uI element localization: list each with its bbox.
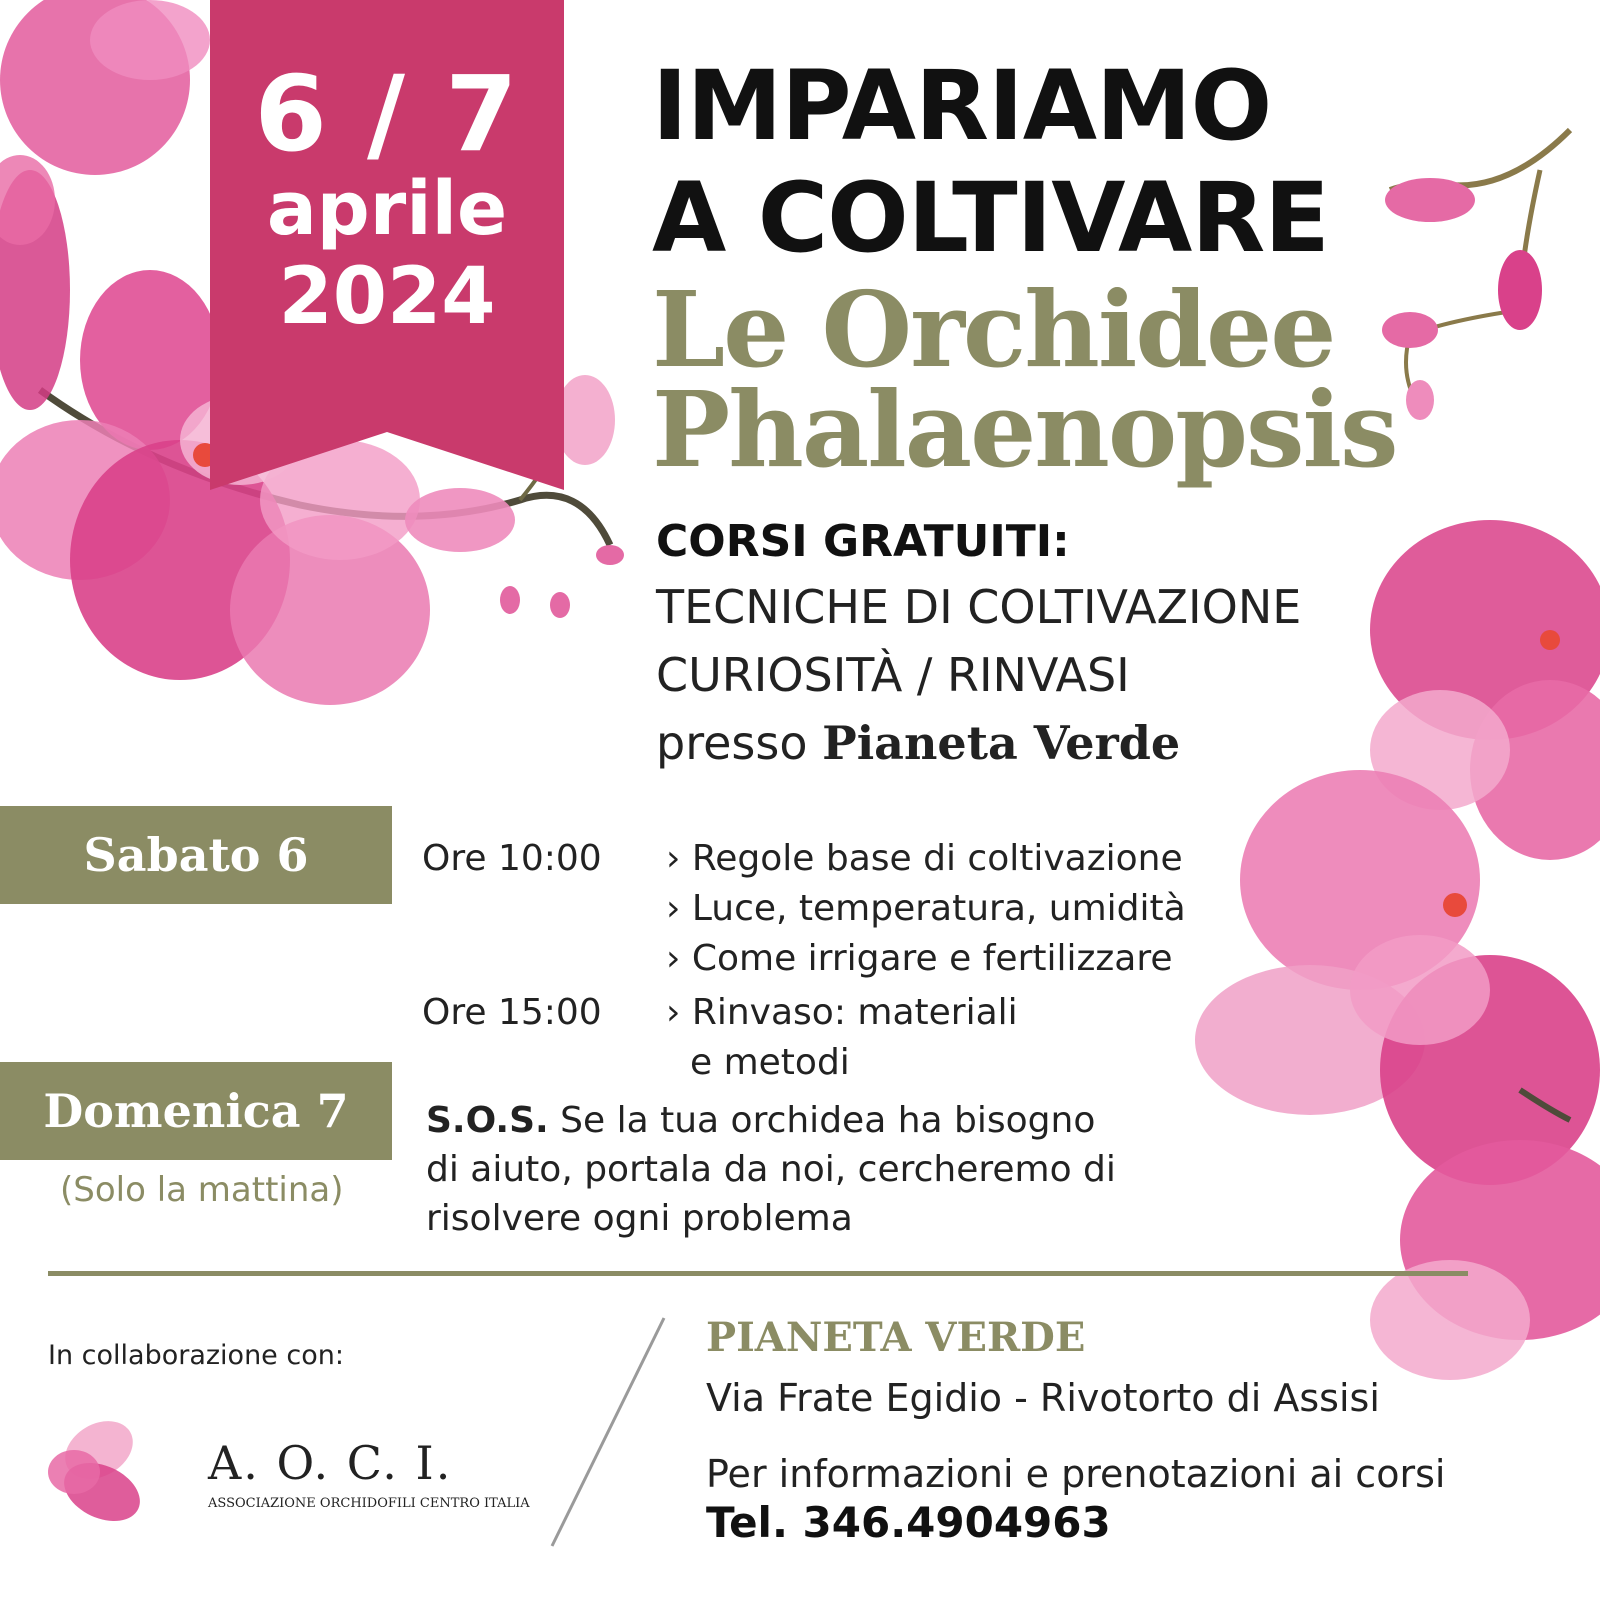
venue-prefix: presso — [656, 716, 808, 770]
session-item: › Rinvaso: materiali — [666, 992, 1018, 1033]
date-year: 2024 — [278, 252, 496, 342]
sos-line-3: risolvere ogni problema — [426, 1198, 853, 1239]
courses-line-2: CURIOSITÀ / RINVASI — [656, 648, 1130, 702]
session-time: Ore 10:00 — [422, 838, 602, 879]
day-bar-sunday: Domenica 7 — [0, 1062, 392, 1160]
session-item: › Regole base di coltivazione — [666, 838, 1183, 879]
aoci-name: A. O. C. I. — [208, 1436, 453, 1490]
title-line-2: A COLTIVARE — [652, 162, 1329, 274]
session-item: › Come irrigare e fertilizzare — [666, 938, 1173, 979]
sos-text — [426, 1096, 1186, 1243]
session-item: e metodi — [690, 1042, 850, 1083]
sos-label: S.O.S. — [426, 1100, 549, 1141]
session-time: Ore 15:00 — [422, 992, 602, 1033]
session-item: › Luce, temperatura, umidità — [666, 888, 1186, 929]
subtitle-line-1: Le Orchidee — [652, 268, 1335, 391]
courses-line-1: TECNICHE DI COLTIVAZIONE — [656, 580, 1302, 634]
venue-name: Pianeta Verde — [822, 716, 1181, 770]
aoci-logo-icon — [44, 1412, 154, 1532]
footer-venue-name: PIANETA VERDE — [706, 1314, 1086, 1361]
sunday-note: (Solo la mattina) — [60, 1170, 344, 1210]
divider — [48, 1271, 1468, 1276]
info-label: Per informazioni e prenotazioni ai corsi — [706, 1452, 1446, 1496]
date-month: aprile — [266, 166, 508, 252]
collab-label: In collaborazione con: — [48, 1340, 344, 1371]
courses-heading: CORSI GRATUITI: — [656, 516, 1070, 567]
sos-line-1: Se la tua orchidea ha bisogno — [560, 1100, 1096, 1141]
aoci-full-name: ASSOCIAZIONE ORCHIDOFILI CENTRO ITALIA — [208, 1496, 530, 1511]
courses-venue — [656, 716, 1180, 770]
title-line-1: IMPARIAMO — [652, 50, 1272, 162]
sos-line-2: di aiuto, portala da noi, cercheremo di — [426, 1149, 1116, 1190]
day-bar-saturday: Sabato 6 — [0, 806, 392, 904]
footer-venue-address: Via Frate Egidio - Rivotorto di Assisi — [706, 1376, 1380, 1420]
date-days: 6 / 7 — [254, 53, 520, 175]
subtitle-line-2: Phalaenopsis — [652, 368, 1397, 491]
phone-number[interactable]: Tel. 346.4904963 — [706, 1498, 1111, 1547]
